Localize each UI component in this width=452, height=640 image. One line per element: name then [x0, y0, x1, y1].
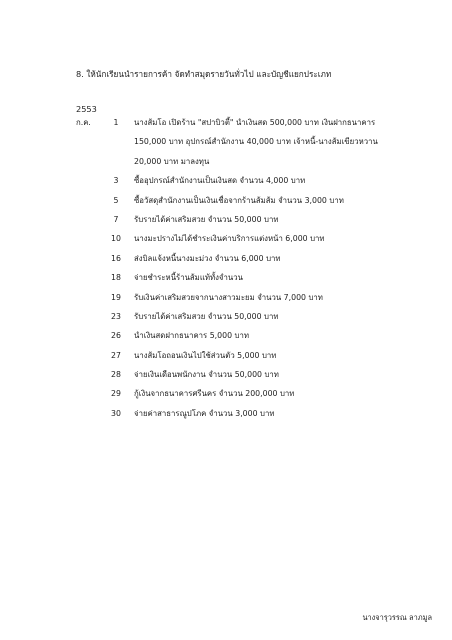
transaction-text: รับรายได้ค่าเสริมสวย จำนวน 50,000 บาท — [134, 214, 279, 224]
day-label: 18 — [111, 273, 121, 283]
transaction-text: 150,000 บาท อุปกรณ์สำนักงาน 40,000 บาท เจ้าหนี้-นางส้มเขียวหวาน — [134, 137, 378, 147]
day-label: 10 — [111, 234, 121, 244]
transaction-text: ซื้อวัสดุสำนักงานเป็นเงินเชื่อจากร้านส้มส้ม จำนวน 3,000 บาท — [134, 195, 344, 205]
day-label: 19 — [111, 292, 121, 302]
day-label: 30 — [111, 408, 121, 418]
list-item — [76, 229, 436, 248]
list-item — [76, 288, 436, 307]
list-item — [76, 113, 436, 132]
day-label: 23 — [111, 311, 121, 321]
transaction-text: รับรายได้ค่าเสริมสวย จำนวน 50,000 บาท — [134, 311, 279, 321]
transaction-text: นางส้มโอ เปิดร้าน "สปาบิวตี้" นำเงินสด 500,000 บาท เงินฝากธนาคาร — [134, 118, 376, 127]
day-label: 16 — [111, 253, 121, 263]
day-label: 5 — [113, 195, 119, 205]
month-label: ก.ค. — [76, 118, 91, 127]
list-item — [76, 346, 436, 365]
transaction-text: จ่ายเงินเดือนพนักงาน จำนวน 50,000 บาท — [134, 370, 279, 380]
list-item — [76, 384, 436, 403]
day-label: 3 — [113, 176, 119, 186]
list-item — [76, 191, 436, 210]
day-label: 29 — [111, 389, 121, 399]
list-item — [76, 404, 436, 423]
transaction-text: ส่งบิลแจ้งหนี้นางมะม่วง จำนวน 6,000 บาท — [134, 253, 281, 263]
transaction-text: รับเงินค่าเสริมสวยจากนางสาวมะยม จำนวน 7,000 บาท — [134, 292, 323, 302]
day-label: 7 — [113, 214, 119, 224]
list-item — [76, 152, 436, 171]
list-item — [76, 365, 436, 384]
author-name: นางจารุวรรณ ลาภมูล — [362, 613, 432, 622]
list-item — [76, 326, 436, 345]
day-label: 26 — [111, 331, 121, 341]
transaction-text: ซื้ออุปกรณ์สำนักงานเป็นเงินสด จำนวน 4,000 บาท — [134, 176, 306, 186]
list-item — [76, 307, 436, 326]
day-label: 1 — [113, 118, 119, 127]
transaction-text: นำเงินสดฝากธนาคาร 5,000 บาท — [134, 331, 249, 341]
exercise-heading: 8. ให้นักเรียนนำรายการค้า จัดทำสมุดรายวันทั่วไป และบัญชีแยกประเภท — [76, 69, 332, 79]
list-item — [76, 249, 436, 268]
year-label: 2553 — [76, 104, 97, 114]
day-label: 28 — [111, 370, 121, 380]
transaction-text: 20,000 บาท มาลงทุน — [134, 156, 210, 166]
transaction-text: จ่ายชำระหนี้ร้านส้มแท้ทั้งจำนวน — [134, 273, 243, 283]
list-item — [76, 171, 436, 190]
list-item — [76, 210, 436, 229]
transaction-text: กู้เงินจากธนาคารศรีนคร จำนวน 200,000 บาท — [134, 389, 295, 399]
list-item — [76, 132, 436, 151]
transaction-list — [76, 113, 436, 423]
transaction-text: จ่ายค่าสาธารณูปโภค จำนวน 3,000 บาท — [134, 408, 275, 418]
day-label: 27 — [111, 350, 121, 360]
list-item — [76, 268, 436, 287]
transaction-text: นางมะปรางไม่ได้ชำระเงินค่าบริการแต่งหน้า 6,000 บาท — [134, 234, 325, 244]
transaction-text: นางส้มโอถอนเงินไปใช้ส่วนตัว 5,000 บาท — [134, 350, 277, 360]
